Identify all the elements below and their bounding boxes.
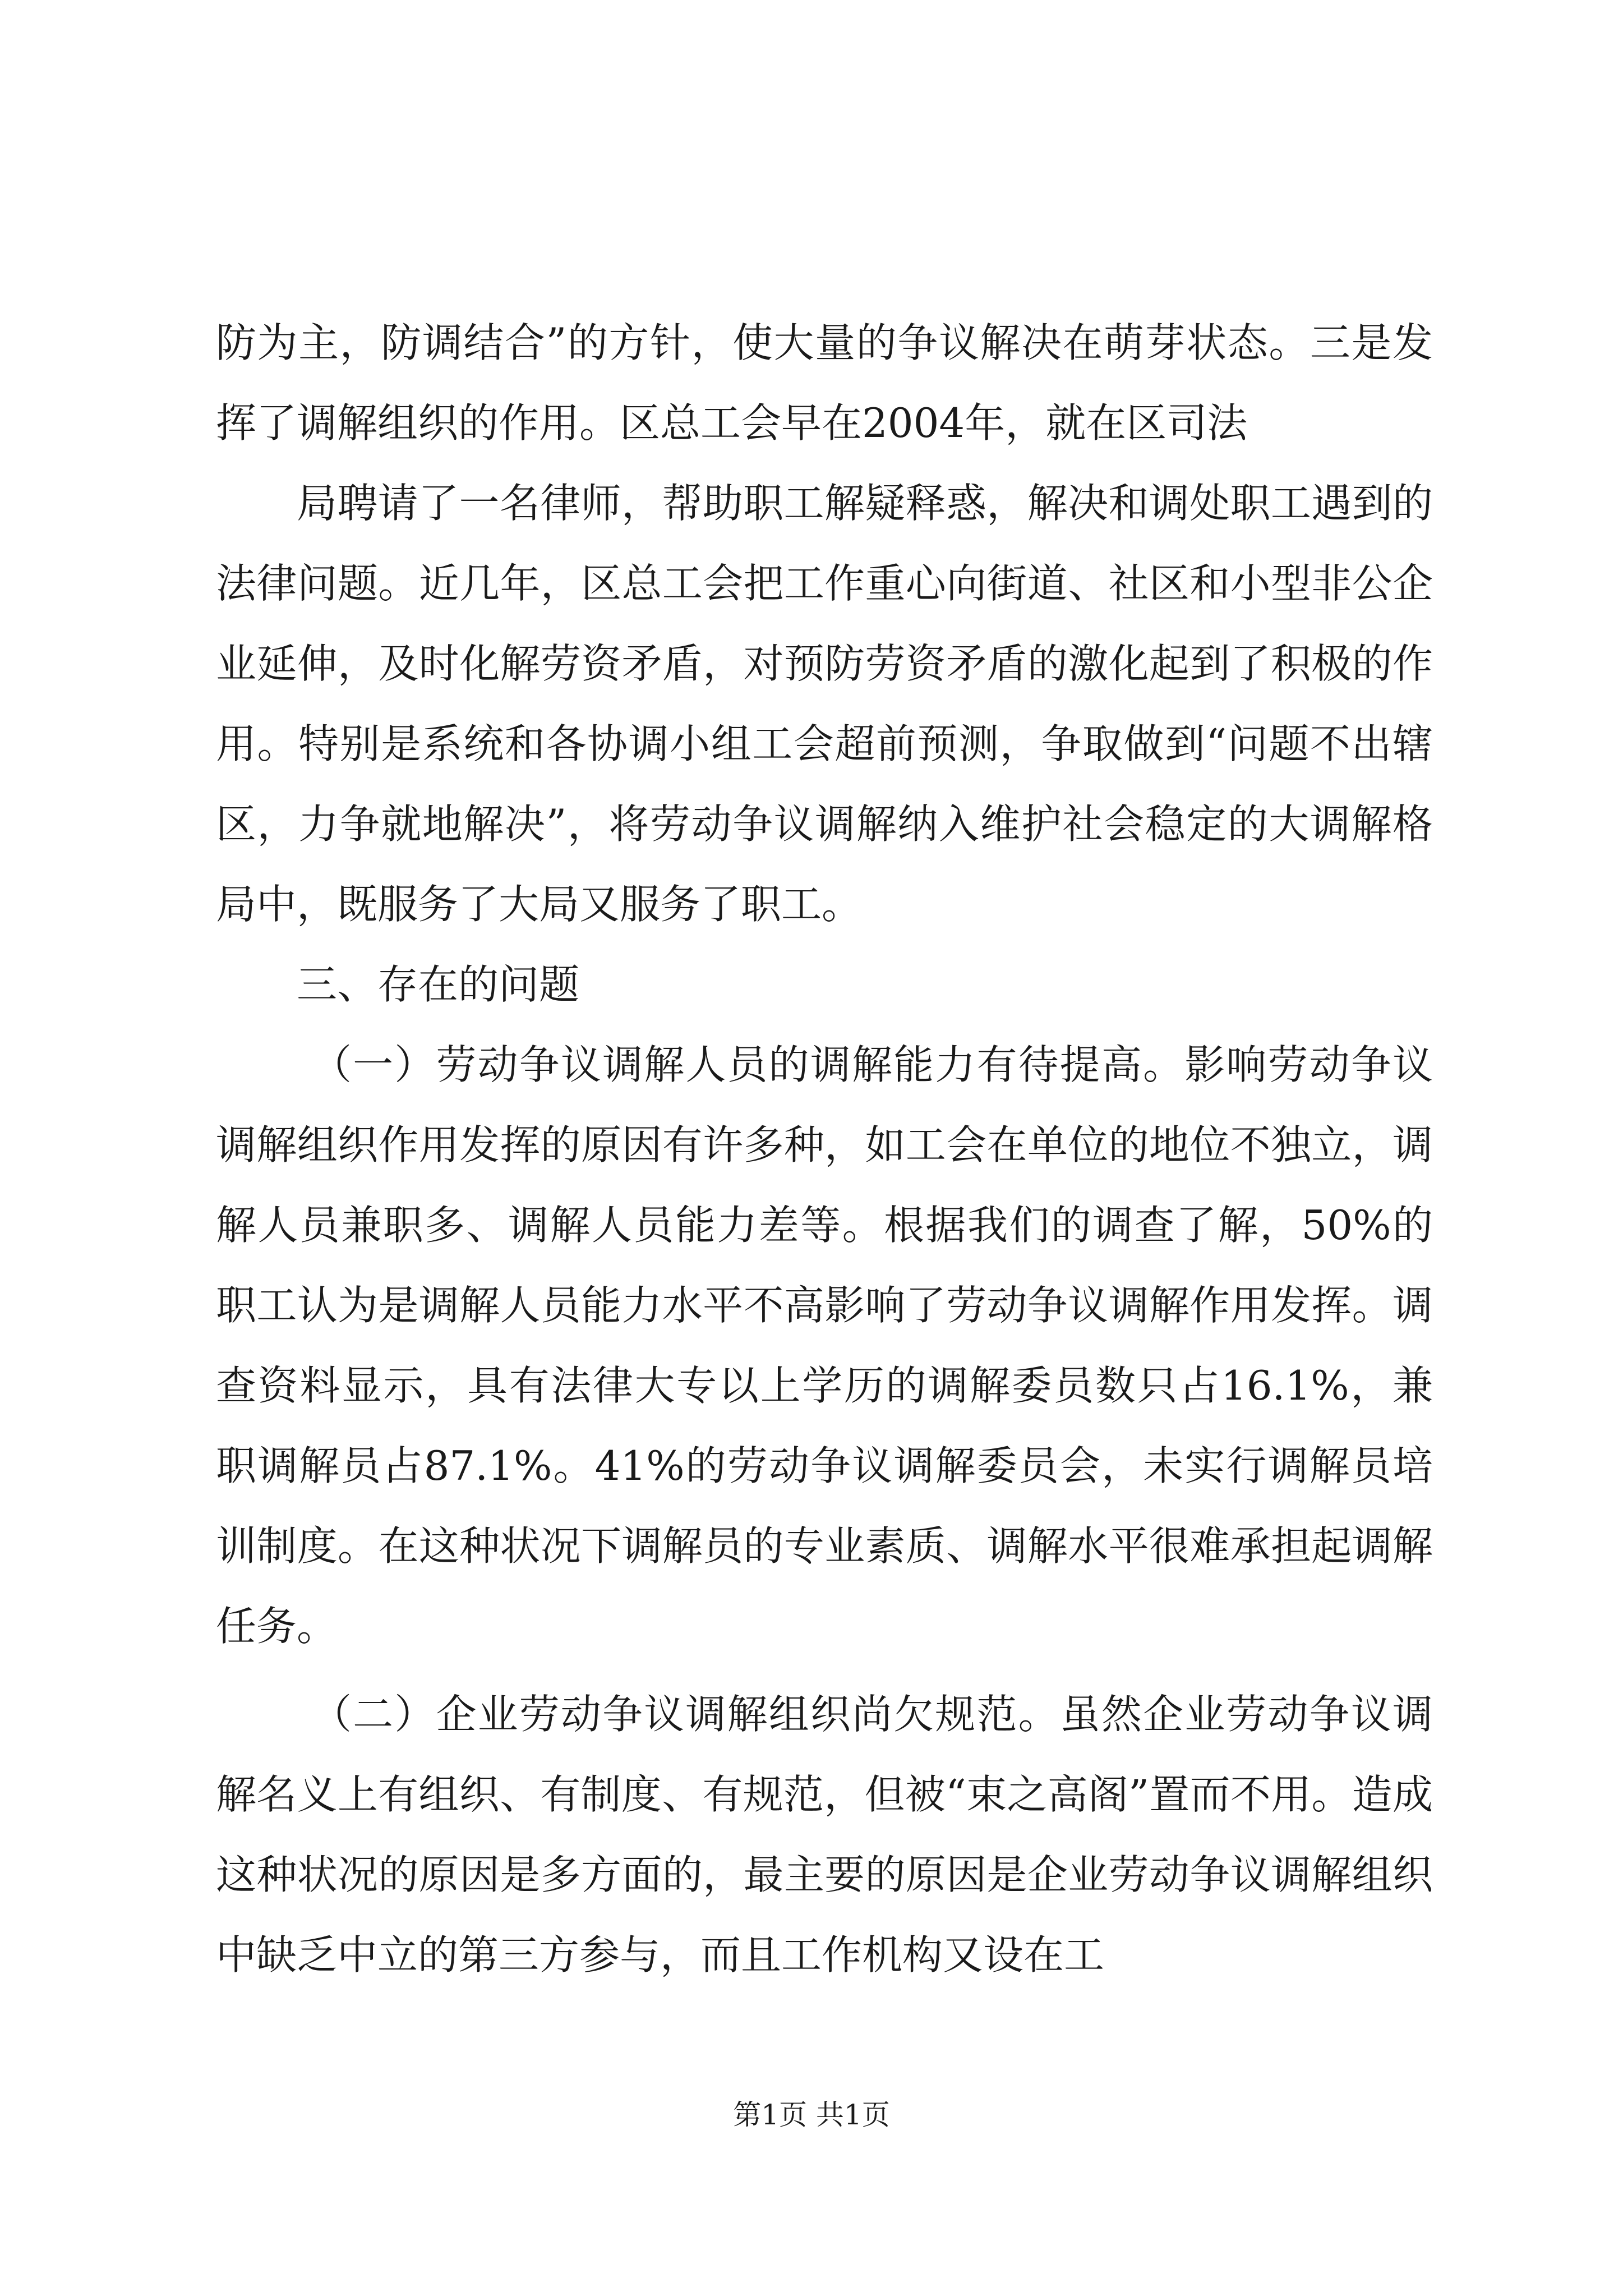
paragraph-problem-2: （二）企业劳动争议调解组织尚欠规范。虽然企业劳动争议调解名义上有组织、有制度、有规范，但被“束之高阁”置而不用。造成这种状况的原因是多方面的，最主要的原因是企业劳动争议调解组织中缺乏中立的第三方参与，而且工作机构又设在工 bbox=[216, 1691, 1433, 1978]
document-body bbox=[216, 303, 1433, 1995]
page-footer: 第1页 共1页 bbox=[733, 2099, 890, 2131]
paragraph-problem-1: （一）劳动争议调解人员的调解能力有待提高。影响劳动争议调解组织作用发挥的原因有许多种，如工会在单位的地位不独立，调解人员兼职多、调解人员能力差等。根据我们的调查了解，50%的职工认为是调解人员能力水平不高影响了劳动争议调解作用发挥。调查资料显示，具有法律大专以上学历的调解委员数只占16.1%，兼职调解员占87.1%。41%的劳动争议调解委员会，未实行调解员培训制度。在这种状况下调解员的专业素质、调解水平很难承担起调解任务。 bbox=[216, 1041, 1433, 1650]
paragraph-continuation: 防为主，防调结合”的方针，使大量的争议解决在萌芽状态。三是发挥了调解组织的作用。区总工会早在2004年，就在区司法 bbox=[216, 319, 1433, 447]
section-heading-problems: 三、存在的问题 bbox=[297, 961, 580, 1008]
paragraph-lawyer: 局聘请了一名律师，帮助职工解疑释惑，解决和调处职工遇到的法律问题。近几年，区总工会把工作重心向街道、社区和小型非公企业延伸，及时化解劳资矛盾，对预防劳资矛盾的激化起到了积极的作用。特别是系统和各协调小组工会超前预测，争取做到“问题不出辖区，力争就地解决”，将劳动争议调解纳入维护社会稳定的大调解格局中，既服务了大局又服务了职工。 bbox=[216, 480, 1433, 928]
